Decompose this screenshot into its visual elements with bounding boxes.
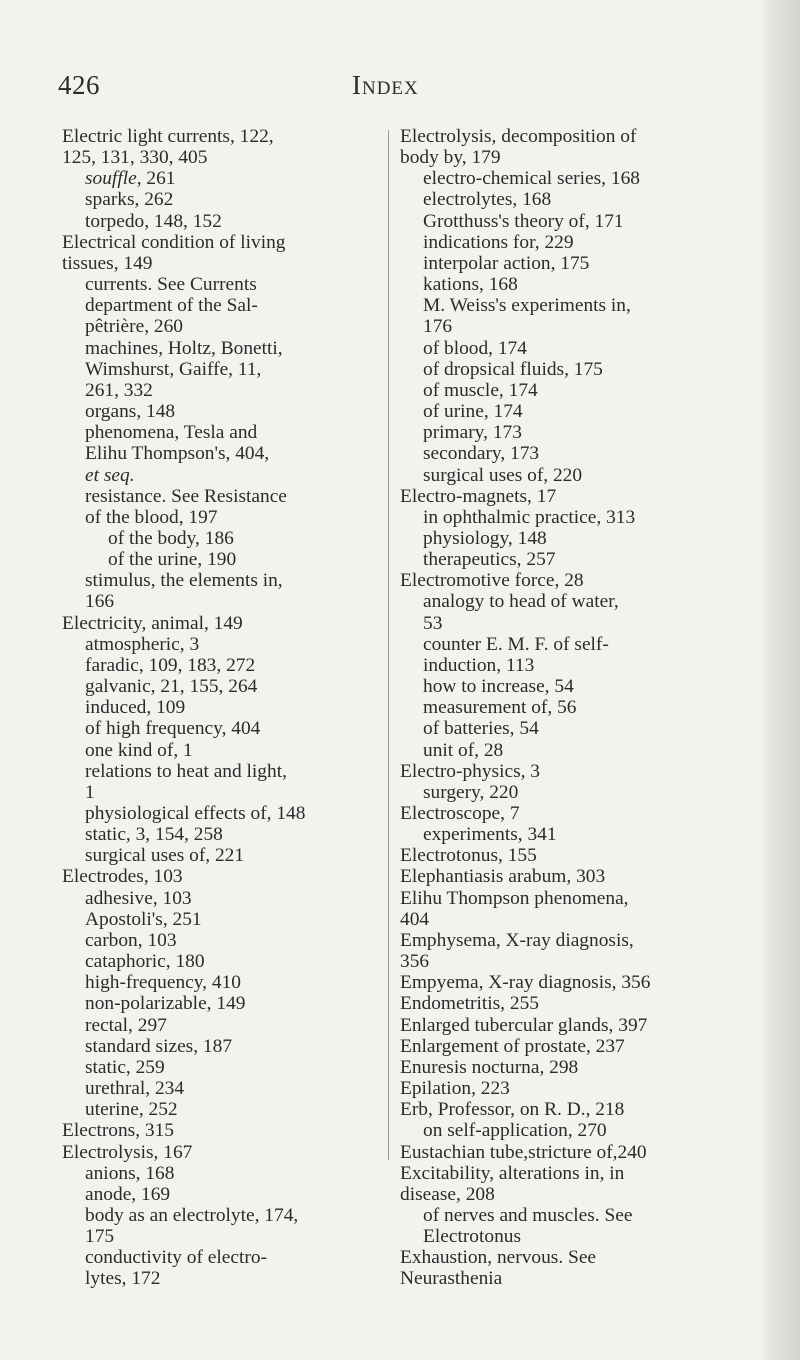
entry-line: physiological effects of, 148 [85,803,306,824]
index-subentry [400,274,730,295]
entry-line: physiology, 148 [423,527,547,549]
entry-line: resistance. See Resistance [85,485,287,507]
entry-line: how to increase, 54 [423,676,574,698]
entry-line: Elephantiasis arabum, 303 [400,866,606,888]
index-entry [400,930,730,972]
entry-line: Electromotive force, 28 [400,570,584,592]
entry-line: Elihu Thompson phenomena, [400,887,629,909]
index-entry [400,486,730,507]
index-subentry [400,295,730,337]
entry-line: analogy to head of water, [423,591,619,613]
index-subentry [400,189,730,210]
index-subentry [400,507,730,528]
index-entry [62,866,392,887]
index-subentry [62,401,392,422]
entry-line: stimulus, the elements in, [85,570,283,592]
entry-line: Elihu Thompson's, 404, [85,443,270,465]
entry-line: surgery, 220 [423,781,519,803]
entry-line: anode, 169 [85,1183,171,1205]
index-entry [400,1036,730,1057]
entry-line: indications for, 229 [423,231,574,253]
entry-line: torpedo, 148, 152 [85,210,222,232]
index-subentry [62,845,392,866]
entry-line: 175 [85,1226,115,1248]
index-subentry [62,655,392,676]
index-subentry [62,676,392,697]
index-subentry [62,570,392,612]
entry-line: disease, 208 [400,1183,495,1205]
index-subentry [400,782,730,803]
entry-line: Endometritis, 255 [400,993,539,1015]
entry-line: of the body, 186 [108,527,234,549]
entry-line: organs, 148 [85,401,176,423]
entry-line: 1 [85,781,95,803]
entry-line: Excitability, alterations in, in [400,1162,625,1184]
index-entry [400,972,730,993]
index-subentry [400,1205,730,1247]
index-subentry [400,718,730,739]
entry-line: Electric light currents, 122, [62,126,274,147]
index-subentry [400,359,730,380]
page-edge-shadow [758,0,800,1360]
index-subentry [62,338,392,401]
index-subentry [400,465,730,486]
index-entry [400,1078,730,1099]
entry-line: interpolar action, 175 [423,252,590,274]
entry-line: sparks, 262 [85,189,174,211]
entry-line: body by, 179 [400,147,501,169]
index-entry [62,1120,392,1141]
index-entry [62,126,392,168]
entry-line: 261, 332 [85,379,153,401]
index-entry [400,845,730,866]
index-entry [62,232,392,274]
index-entry [62,1142,392,1163]
entry-line: Electrotonus, 155 [400,845,537,867]
index-subentry [62,1057,392,1078]
entry-line: primary, 173 [423,422,522,444]
index-subentry [62,189,392,210]
index-entry [400,1015,730,1036]
entry-line: atmospheric, 3 [85,633,200,655]
entry-line: experiments, 341 [423,824,557,846]
entry-line: Apostoli's, 251 [85,908,202,930]
index-subentry [400,232,730,253]
entry-line: Electrotonus [423,1226,522,1248]
index-subentry [62,1036,392,1057]
entry-line: of the urine, 190 [108,549,237,571]
entry-line: body as an electrolyte, 174, [85,1204,299,1226]
entry-line: Electro-physics, 3 [400,760,541,782]
index-subentry [400,591,730,633]
entry-line: machines, Holtz, Bonetti, [85,337,283,359]
entry-line: Electrolysis, 167 [62,1141,193,1163]
index-subentry [62,1015,392,1036]
index-subentry [62,803,392,824]
entry-line: of urine, 174 [423,401,523,423]
index-subentry [62,274,392,295]
index-entry [400,1099,730,1120]
page-number: 426 [58,70,100,100]
index-subentry [62,211,392,232]
index-subentry [400,528,730,549]
entry-line: faradic, 109, 183, 272 [85,654,256,676]
entry-line: of muscle, 174 [423,379,538,401]
entry-line: static, 3, 154, 258 [85,824,223,846]
index-subentry [62,422,392,485]
entry-line: of nerves and muscles. See [423,1204,633,1226]
entry-line: secondary, 173 [423,443,540,465]
entry-line: kations, 168 [423,274,518,296]
index-subentry [62,761,392,803]
index-subentry [62,634,392,655]
entry-line: Enlarged tubercular glands, 397 [400,1014,648,1036]
entry-line: induced, 109 [85,697,186,719]
index-subentry [62,888,392,909]
entry-line: M. Weiss's experiments in, [423,295,631,317]
entry-line: currents. See Currents [85,274,257,296]
index-entry [62,613,392,634]
entry-line: standard sizes, 187 [85,1035,233,1057]
entry-line: 176 [423,316,453,338]
entry-line: Electrical condition of living [62,231,286,253]
entry-line: static, 259 [85,1056,165,1078]
entry-line: of high frequency, 404 [85,718,261,740]
entry-line: rectal, 297 [85,1014,167,1036]
entry-line: unit of, 28 [423,739,504,761]
entry-line: uterine, 252 [85,1099,178,1121]
entry-line: of the blood, 197 [85,506,218,528]
index-column-right [400,126,730,1290]
index-subentry [400,422,730,443]
index-entry [400,803,730,824]
entry-line: induction, 113 [423,654,535,676]
index-subentry [62,528,392,549]
index-subentry [400,824,730,845]
entry-line: Emphysema, X-ray diagnosis, [400,929,634,951]
index-subentry [62,295,392,337]
entry-line: anions, 168 [85,1162,175,1184]
entry-line: Neurasthenia [400,1268,503,1290]
entry-line: Eustachian tube,stricture of,240 [400,1141,647,1163]
entry-line: Electricity, animal, 149 [62,612,243,634]
entry-line: in ophthalmic practice, 313 [423,506,636,528]
entry-line: adhesive, 103 [85,887,192,909]
index-subentry [62,549,392,570]
index-column-left [62,126,392,1290]
index-subentry [62,930,392,951]
entry-line: measurement of, 56 [423,697,577,719]
index-subentry [400,211,730,232]
index-entry [400,126,730,168]
entry-line: Empyema, X-ray diagnosis, 356 [400,972,651,994]
index-entry [400,1057,730,1078]
index-subentry [62,1184,392,1205]
entry-line: Erb, Professor, on R. D., 218 [400,1099,625,1121]
index-subentry [62,909,392,930]
entry-line: galvanic, 21, 155, 264 [85,676,258,698]
entry-line: Electrons, 315 [62,1120,175,1142]
index-subentry [62,1163,392,1184]
index-subentry [400,1120,730,1141]
entry-line: Exhaustion, nervous. See [400,1247,597,1269]
index-subentry [400,676,730,697]
index-subentry [400,338,730,359]
index-subentry [62,1205,392,1247]
entry-line: lytes, 172 [85,1268,161,1290]
entry-line: electrolytes, 168 [423,189,552,211]
index-subentry [400,697,730,718]
index-subentry [62,697,392,718]
index-subentry [400,253,730,274]
entry-line: pêtrière, 260 [85,316,183,338]
entry-line: phenomena, Tesla and [85,422,258,444]
index-subentry [62,486,392,528]
column-divider [388,130,389,1160]
page-header [58,70,698,110]
entry-line: one kind of, 1 [85,739,193,761]
entry-line: conductivity of electro- [85,1247,267,1269]
entry-line: Enuresis nocturna, 298 [400,1056,579,1078]
running-head: Index [352,70,419,100]
index-entry [400,1142,730,1163]
entry-line: souffle, 261 [85,168,176,190]
entry-line: 166 [85,591,115,613]
entry-line: department of the Sal- [85,295,258,317]
entry-line: et seq. [85,464,135,486]
index-subentry [400,634,730,676]
entry-line: Electrolysis, decomposition of [400,126,637,147]
index-subentry [400,740,730,761]
entry-line: 125, 131, 330, 405 [62,147,208,169]
index-subentry [62,1078,392,1099]
entry-line: on self-application, 270 [423,1120,607,1142]
index-subentry [400,168,730,189]
index-entry [400,1163,730,1205]
entry-line: Wimshurst, Gaiffe, 11, [85,358,262,380]
index-entry [400,993,730,1014]
entry-line: surgical uses of, 221 [85,845,245,867]
index-subentry [62,718,392,739]
index-entry [400,866,730,887]
index-subentry [400,443,730,464]
entry-line: Electro-magnets, 17 [400,485,557,507]
entry-line: of batteries, 54 [423,718,539,740]
entry-line: Grotthuss's theory of, 171 [423,210,624,232]
index-entry [400,888,730,930]
entry-line: Enlargement of prostate, 237 [400,1035,625,1057]
entry-line: 404 [400,908,430,930]
index-entry [400,1247,730,1289]
entry-line: of dropsical fluids, 175 [423,358,603,380]
entry-line: tissues, 149 [62,252,153,274]
entry-line: Electrodes, 103 [62,866,183,888]
entry-line: relations to heat and light, [85,760,287,782]
entry-line: 356 [400,951,430,973]
entry-line: 53 [423,612,443,634]
index-subentry [400,380,730,401]
index-entry [400,570,730,591]
index-subentry [62,972,392,993]
index-subentry [62,168,392,189]
index-subentry [62,824,392,845]
entry-line: surgical uses of, 220 [423,464,583,486]
index-entry [400,761,730,782]
entry-line: electro-chemical series, 168 [423,168,640,190]
index-subentry [62,951,392,972]
entry-line: Epilation, 223 [400,1078,510,1100]
index-subentry [62,1247,392,1289]
index-subentry [62,740,392,761]
index-subentry [400,401,730,422]
entry-line: Electroscope, 7 [400,803,520,824]
entry-line: urethral, 234 [85,1078,185,1100]
entry-line: carbon, 103 [85,929,177,951]
entry-line: non-polarizable, 149 [85,993,246,1015]
entry-line: high-frequency, 410 [85,972,241,994]
index-subentry [400,549,730,570]
entry-line: of blood, 174 [423,337,527,359]
entry-line: counter E. M. F. of self- [423,633,609,655]
entry-line: therapeutics, 257 [423,549,556,571]
entry-line: cataphoric, 180 [85,951,205,973]
index-subentry [62,993,392,1014]
index-subentry [62,1099,392,1120]
